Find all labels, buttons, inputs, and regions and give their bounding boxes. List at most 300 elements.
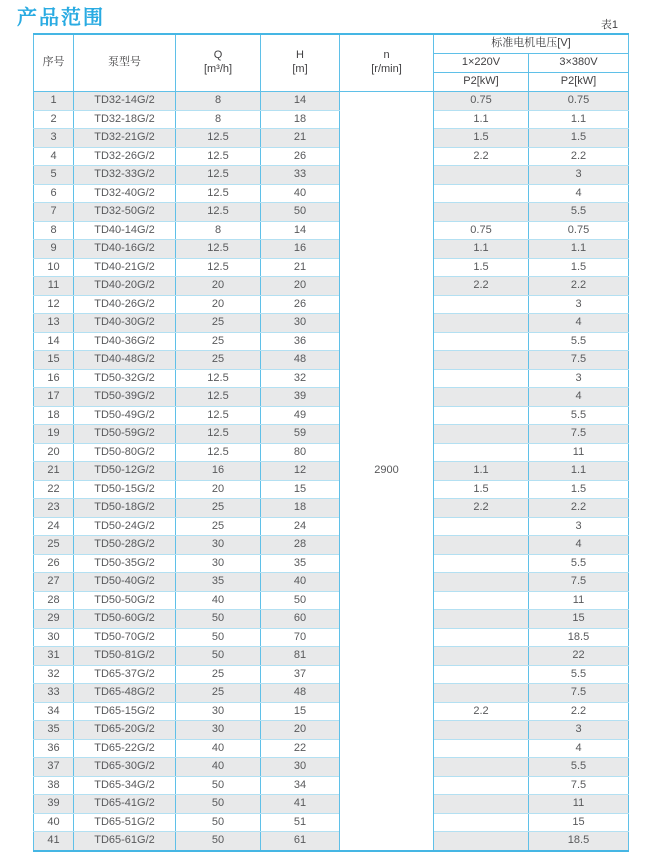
cell-head: 70: [261, 628, 340, 647]
cell-flow: 12.5: [176, 203, 261, 222]
cell-index: 32: [34, 665, 74, 684]
table-row: [34, 573, 629, 592]
cell-p2-380: 7.5: [529, 351, 629, 370]
cell-index: 20: [34, 443, 74, 462]
cell-head: 24: [261, 517, 340, 536]
cell-index: 23: [34, 499, 74, 518]
cell-head: 61: [261, 832, 340, 851]
cell-head: 16: [261, 240, 340, 259]
header-no: 序号: [34, 34, 74, 92]
cell-p2-220: 0.75: [434, 92, 529, 111]
cell-model: TD40-30G/2: [74, 314, 176, 333]
cell-p2-380: 22: [529, 647, 629, 666]
table-row: [34, 591, 629, 610]
cell-flow: 8: [176, 221, 261, 240]
cell-model: TD65-41G/2: [74, 795, 176, 814]
cell-index: 19: [34, 425, 74, 444]
cell-model: TD50-60G/2: [74, 610, 176, 629]
cell-p2-220: [434, 406, 529, 425]
cell-flow: 50: [176, 832, 261, 851]
cell-head: 40: [261, 573, 340, 592]
cell-p2-380: 5.5: [529, 554, 629, 573]
cell-index: 38: [34, 776, 74, 795]
cell-head: 49: [261, 406, 340, 425]
cell-flow: 40: [176, 739, 261, 758]
cell-head: 14: [261, 221, 340, 240]
cell-model: TD50-24G/2: [74, 517, 176, 536]
table-row: [34, 110, 629, 129]
header-flow-symbol: Q: [213, 49, 223, 62]
cell-p2-220: [434, 795, 529, 814]
table-row: [34, 776, 629, 795]
cell-model: TD40-16G/2: [74, 240, 176, 259]
cell-model: TD32-33G/2: [74, 166, 176, 185]
table-row: [34, 258, 629, 277]
cell-p2-220: [434, 332, 529, 351]
cell-index: 28: [34, 591, 74, 610]
cell-flow: 50: [176, 813, 261, 832]
cell-flow: 20: [176, 295, 261, 314]
cell-flow: 25: [176, 351, 261, 370]
cell-flow: 20: [176, 277, 261, 296]
cell-flow: 12.5: [176, 147, 261, 166]
table-row: [34, 517, 629, 536]
cell-head: 39: [261, 388, 340, 407]
table-row: [34, 147, 629, 166]
cell-flow: 12.5: [176, 406, 261, 425]
cell-index: 14: [34, 332, 74, 351]
cell-p2-380: 1.5: [529, 258, 629, 277]
cell-p2-380: 11: [529, 591, 629, 610]
cell-index: 9: [34, 240, 74, 259]
cell-index: 35: [34, 721, 74, 740]
table-row: [34, 554, 629, 573]
cell-head: 51: [261, 813, 340, 832]
cell-model: TD50-80G/2: [74, 443, 176, 462]
cell-flow: 25: [176, 517, 261, 536]
cell-model: TD40-14G/2: [74, 221, 176, 240]
cell-p2-220: [434, 536, 529, 555]
table-row: [34, 758, 629, 777]
table-number-label: 表1: [600, 19, 618, 31]
cell-p2-380: 3: [529, 369, 629, 388]
cell-p2-220: [434, 591, 529, 610]
cell-flow: 30: [176, 536, 261, 555]
cell-head: 18: [261, 499, 340, 518]
cell-index: 34: [34, 702, 74, 721]
cell-p2-380: 0.75: [529, 92, 629, 111]
cell-p2-220: 1.1: [434, 240, 529, 259]
cell-model: TD50-81G/2: [74, 647, 176, 666]
cell-p2-380: 7.5: [529, 425, 629, 444]
cell-p2-380: 5.5: [529, 665, 629, 684]
cell-index: 37: [34, 758, 74, 777]
cell-index: 33: [34, 684, 74, 703]
cell-p2-380: 3: [529, 517, 629, 536]
cell-model: TD65-15G/2: [74, 702, 176, 721]
cell-speed-merged: 2900: [340, 92, 434, 851]
cell-head: 28: [261, 536, 340, 555]
cell-index: 27: [34, 573, 74, 592]
cell-p2-220: 2.2: [434, 702, 529, 721]
table-row: [34, 499, 629, 518]
cell-index: 7: [34, 203, 74, 222]
cell-p2-220: 0.75: [434, 221, 529, 240]
cell-model: TD65-20G/2: [74, 721, 176, 740]
table-row: [34, 203, 629, 222]
cell-model: TD32-14G/2: [74, 92, 176, 111]
table-row: [34, 795, 629, 814]
cell-flow: 50: [176, 776, 261, 795]
header-head: [261, 34, 340, 92]
cell-p2-380: 4: [529, 536, 629, 555]
cell-flow: 12.5: [176, 240, 261, 259]
cell-flow: 35: [176, 573, 261, 592]
cell-model: TD65-61G/2: [74, 832, 176, 851]
cell-index: 16: [34, 369, 74, 388]
cell-index: 13: [34, 314, 74, 333]
cell-model: TD40-21G/2: [74, 258, 176, 277]
cell-head: 48: [261, 351, 340, 370]
cell-head: 15: [261, 702, 340, 721]
cell-p2-220: [434, 295, 529, 314]
cell-index: 24: [34, 517, 74, 536]
cell-p2-220: 1.1: [434, 462, 529, 481]
cell-index: 18: [34, 406, 74, 425]
cell-p2-220: 2.2: [434, 147, 529, 166]
cell-p2-380: 15: [529, 813, 629, 832]
header-voltage-220: 1×220V: [434, 54, 529, 73]
cell-head: 14: [261, 92, 340, 111]
cell-head: 41: [261, 795, 340, 814]
table-row: [34, 92, 629, 111]
cell-p2-220: [434, 203, 529, 222]
cell-head: 26: [261, 147, 340, 166]
table-row: [34, 443, 629, 462]
header-flow: [176, 34, 261, 92]
cell-p2-380: 2.2: [529, 499, 629, 518]
cell-model: TD32-50G/2: [74, 203, 176, 222]
cell-p2-380: 5.5: [529, 758, 629, 777]
cell-model: TD40-26G/2: [74, 295, 176, 314]
table-row: [34, 665, 629, 684]
cell-model: TD50-59G/2: [74, 425, 176, 444]
cell-flow: 12.5: [176, 443, 261, 462]
header-speed-unit: [r/min]: [371, 63, 402, 75]
cell-model: TD40-48G/2: [74, 351, 176, 370]
cell-head: 40: [261, 184, 340, 203]
page-title: 产品范围: [17, 7, 105, 29]
cell-p2-380: 5.5: [529, 406, 629, 425]
cell-flow: 50: [176, 795, 261, 814]
cell-model: TD50-40G/2: [74, 573, 176, 592]
cell-model: TD32-18G/2: [74, 110, 176, 129]
table-header: [34, 34, 629, 92]
table-row: [34, 129, 629, 148]
cell-flow: 25: [176, 684, 261, 703]
cell-head: 12: [261, 462, 340, 481]
header-speed: [340, 34, 434, 92]
cell-p2-380: 3: [529, 295, 629, 314]
cell-p2-380: 2.2: [529, 702, 629, 721]
cell-head: 32: [261, 369, 340, 388]
cell-head: 59: [261, 425, 340, 444]
header-speed-symbol: n: [383, 49, 390, 62]
cell-model: TD50-15G/2: [74, 480, 176, 499]
cell-p2-380: 18.5: [529, 832, 629, 851]
table-row: [34, 221, 629, 240]
cell-head: 21: [261, 129, 340, 148]
table-body: [34, 92, 629, 851]
cell-p2-220: [434, 166, 529, 185]
cell-model: TD32-26G/2: [74, 147, 176, 166]
table-row: [34, 406, 629, 425]
cell-model: TD32-40G/2: [74, 184, 176, 203]
cell-flow: 16: [176, 462, 261, 481]
cell-index: 29: [34, 610, 74, 629]
cell-index: 31: [34, 647, 74, 666]
cell-p2-220: [434, 647, 529, 666]
cell-head: 60: [261, 610, 340, 629]
cell-index: 8: [34, 221, 74, 240]
cell-index: 41: [34, 832, 74, 851]
cell-p2-220: [434, 184, 529, 203]
table-row: [34, 647, 629, 666]
table-row: [34, 480, 629, 499]
cell-p2-220: [434, 721, 529, 740]
cell-p2-220: 1.5: [434, 258, 529, 277]
cell-head: 21: [261, 258, 340, 277]
table-row: [34, 536, 629, 555]
pump-spec-table: [33, 33, 629, 852]
cell-flow: 50: [176, 610, 261, 629]
cell-flow: 12.5: [176, 129, 261, 148]
cell-index: 40: [34, 813, 74, 832]
cell-flow: 25: [176, 314, 261, 333]
cell-model: TD65-30G/2: [74, 758, 176, 777]
cell-index: 12: [34, 295, 74, 314]
cell-head: 34: [261, 776, 340, 795]
cell-head: 48: [261, 684, 340, 703]
cell-model: TD50-50G/2: [74, 591, 176, 610]
cell-model: TD32-21G/2: [74, 129, 176, 148]
table-row: [34, 295, 629, 314]
header-p2-380: P2[kW]: [529, 73, 629, 92]
cell-index: 30: [34, 628, 74, 647]
cell-p2-380: 2.2: [529, 147, 629, 166]
header-flow-unit: [m³/h]: [203, 63, 233, 75]
cell-model: TD65-51G/2: [74, 813, 176, 832]
table-row: [34, 739, 629, 758]
table-row: [34, 425, 629, 444]
cell-p2-220: [434, 665, 529, 684]
cell-index: 10: [34, 258, 74, 277]
cell-flow: 8: [176, 110, 261, 129]
cell-p2-380: 3: [529, 166, 629, 185]
cell-p2-220: [434, 388, 529, 407]
header-head-symbol: H: [296, 49, 304, 62]
cell-flow: 12.5: [176, 425, 261, 444]
cell-index: 21: [34, 462, 74, 481]
cell-p2-380: 5.5: [529, 332, 629, 351]
table-row: [34, 388, 629, 407]
cell-p2-220: [434, 573, 529, 592]
cell-flow: 12.5: [176, 166, 261, 185]
cell-p2-380: 4: [529, 388, 629, 407]
cell-p2-220: [434, 517, 529, 536]
cell-index: 6: [34, 184, 74, 203]
table-row: [34, 332, 629, 351]
header-voltage-380: 3×380V: [529, 54, 629, 73]
cell-flow: 50: [176, 628, 261, 647]
cell-model: TD50-32G/2: [74, 369, 176, 388]
cell-index: 1: [34, 92, 74, 111]
cell-head: 50: [261, 203, 340, 222]
cell-head: 30: [261, 758, 340, 777]
cell-flow: 25: [176, 499, 261, 518]
cell-index: 25: [34, 536, 74, 555]
cell-p2-380: 11: [529, 795, 629, 814]
table-row: [34, 314, 629, 333]
cell-model: TD50-49G/2: [74, 406, 176, 425]
table-row: [34, 610, 629, 629]
cell-model: TD65-34G/2: [74, 776, 176, 795]
cell-index: 2: [34, 110, 74, 129]
cell-p2-380: 18.5: [529, 628, 629, 647]
header-voltage-group: 标准电机电压[V]: [434, 34, 629, 54]
cell-p2-380: 1.5: [529, 480, 629, 499]
cell-flow: 25: [176, 665, 261, 684]
cell-p2-220: [434, 739, 529, 758]
cell-index: 4: [34, 147, 74, 166]
cell-flow: 20: [176, 480, 261, 499]
cell-p2-380: 4: [529, 739, 629, 758]
cell-p2-220: [434, 832, 529, 851]
cell-flow: 30: [176, 721, 261, 740]
cell-model: TD50-35G/2: [74, 554, 176, 573]
cell-index: 5: [34, 166, 74, 185]
cell-model: TD40-36G/2: [74, 332, 176, 351]
cell-p2-220: [434, 314, 529, 333]
cell-index: 3: [34, 129, 74, 148]
cell-p2-380: 1.1: [529, 462, 629, 481]
cell-model: TD65-37G/2: [74, 665, 176, 684]
cell-flow: 12.5: [176, 258, 261, 277]
cell-head: 33: [261, 166, 340, 185]
cell-p2-380: 3: [529, 721, 629, 740]
cell-flow: 30: [176, 554, 261, 573]
header-p2-220: P2[kW]: [434, 73, 529, 92]
cell-index: 26: [34, 554, 74, 573]
cell-p2-380: 7.5: [529, 776, 629, 795]
cell-p2-380: 0.75: [529, 221, 629, 240]
table-row: [34, 277, 629, 296]
cell-p2-220: [434, 813, 529, 832]
cell-head: 36: [261, 332, 340, 351]
cell-head: 30: [261, 314, 340, 333]
cell-model: TD50-18G/2: [74, 499, 176, 518]
cell-flow: 12.5: [176, 369, 261, 388]
table-row: [34, 184, 629, 203]
table-row: [34, 462, 629, 481]
table-row: [34, 240, 629, 259]
header-head-unit: [m]: [292, 63, 308, 75]
cell-p2-220: [434, 351, 529, 370]
table-row: [34, 832, 629, 851]
cell-head: 15: [261, 480, 340, 499]
cell-p2-380: 5.5: [529, 203, 629, 222]
cell-flow: 12.5: [176, 388, 261, 407]
cell-head: 80: [261, 443, 340, 462]
cell-p2-220: [434, 684, 529, 703]
cell-p2-220: [434, 628, 529, 647]
cell-flow: 40: [176, 758, 261, 777]
cell-flow: 50: [176, 647, 261, 666]
cell-p2-220: 2.2: [434, 277, 529, 296]
cell-index: 39: [34, 795, 74, 814]
cell-p2-380: 4: [529, 184, 629, 203]
cell-p2-220: 1.1: [434, 110, 529, 129]
table-row: [34, 628, 629, 647]
table-row: [34, 369, 629, 388]
table-row: [34, 721, 629, 740]
cell-model: TD50-28G/2: [74, 536, 176, 555]
cell-model: TD50-12G/2: [74, 462, 176, 481]
cell-model: TD65-22G/2: [74, 739, 176, 758]
cell-model: TD65-48G/2: [74, 684, 176, 703]
cell-p2-220: 1.5: [434, 129, 529, 148]
cell-head: 18: [261, 110, 340, 129]
cell-index: 22: [34, 480, 74, 499]
header-model: 泵型号: [74, 34, 176, 92]
cell-p2-220: [434, 425, 529, 444]
cell-index: 36: [34, 739, 74, 758]
cell-p2-220: [434, 758, 529, 777]
cell-model: TD40-20G/2: [74, 277, 176, 296]
cell-index: 15: [34, 351, 74, 370]
cell-p2-220: [434, 776, 529, 795]
cell-head: 22: [261, 739, 340, 758]
cell-p2-380: 7.5: [529, 684, 629, 703]
cell-p2-380: 1.1: [529, 240, 629, 259]
cell-head: 81: [261, 647, 340, 666]
cell-head: 20: [261, 277, 340, 296]
cell-p2-380: 4: [529, 314, 629, 333]
cell-p2-220: 1.5: [434, 480, 529, 499]
table-row: [34, 684, 629, 703]
table-row: [34, 351, 629, 370]
table-row: [34, 702, 629, 721]
cell-head: 50: [261, 591, 340, 610]
cell-p2-220: [434, 443, 529, 462]
table-row: [34, 813, 629, 832]
cell-flow: 12.5: [176, 184, 261, 203]
cell-p2-220: [434, 369, 529, 388]
cell-model: TD50-70G/2: [74, 628, 176, 647]
cell-head: 26: [261, 295, 340, 314]
cell-p2-380: 2.2: [529, 277, 629, 296]
cell-p2-220: [434, 554, 529, 573]
cell-flow: 8: [176, 92, 261, 111]
cell-p2-380: 11: [529, 443, 629, 462]
cell-index: 11: [34, 277, 74, 296]
table-row: [34, 166, 629, 185]
cell-p2-380: 1.5: [529, 129, 629, 148]
cell-flow: 30: [176, 702, 261, 721]
cell-head: 37: [261, 665, 340, 684]
cell-p2-380: 7.5: [529, 573, 629, 592]
cell-head: 35: [261, 554, 340, 573]
